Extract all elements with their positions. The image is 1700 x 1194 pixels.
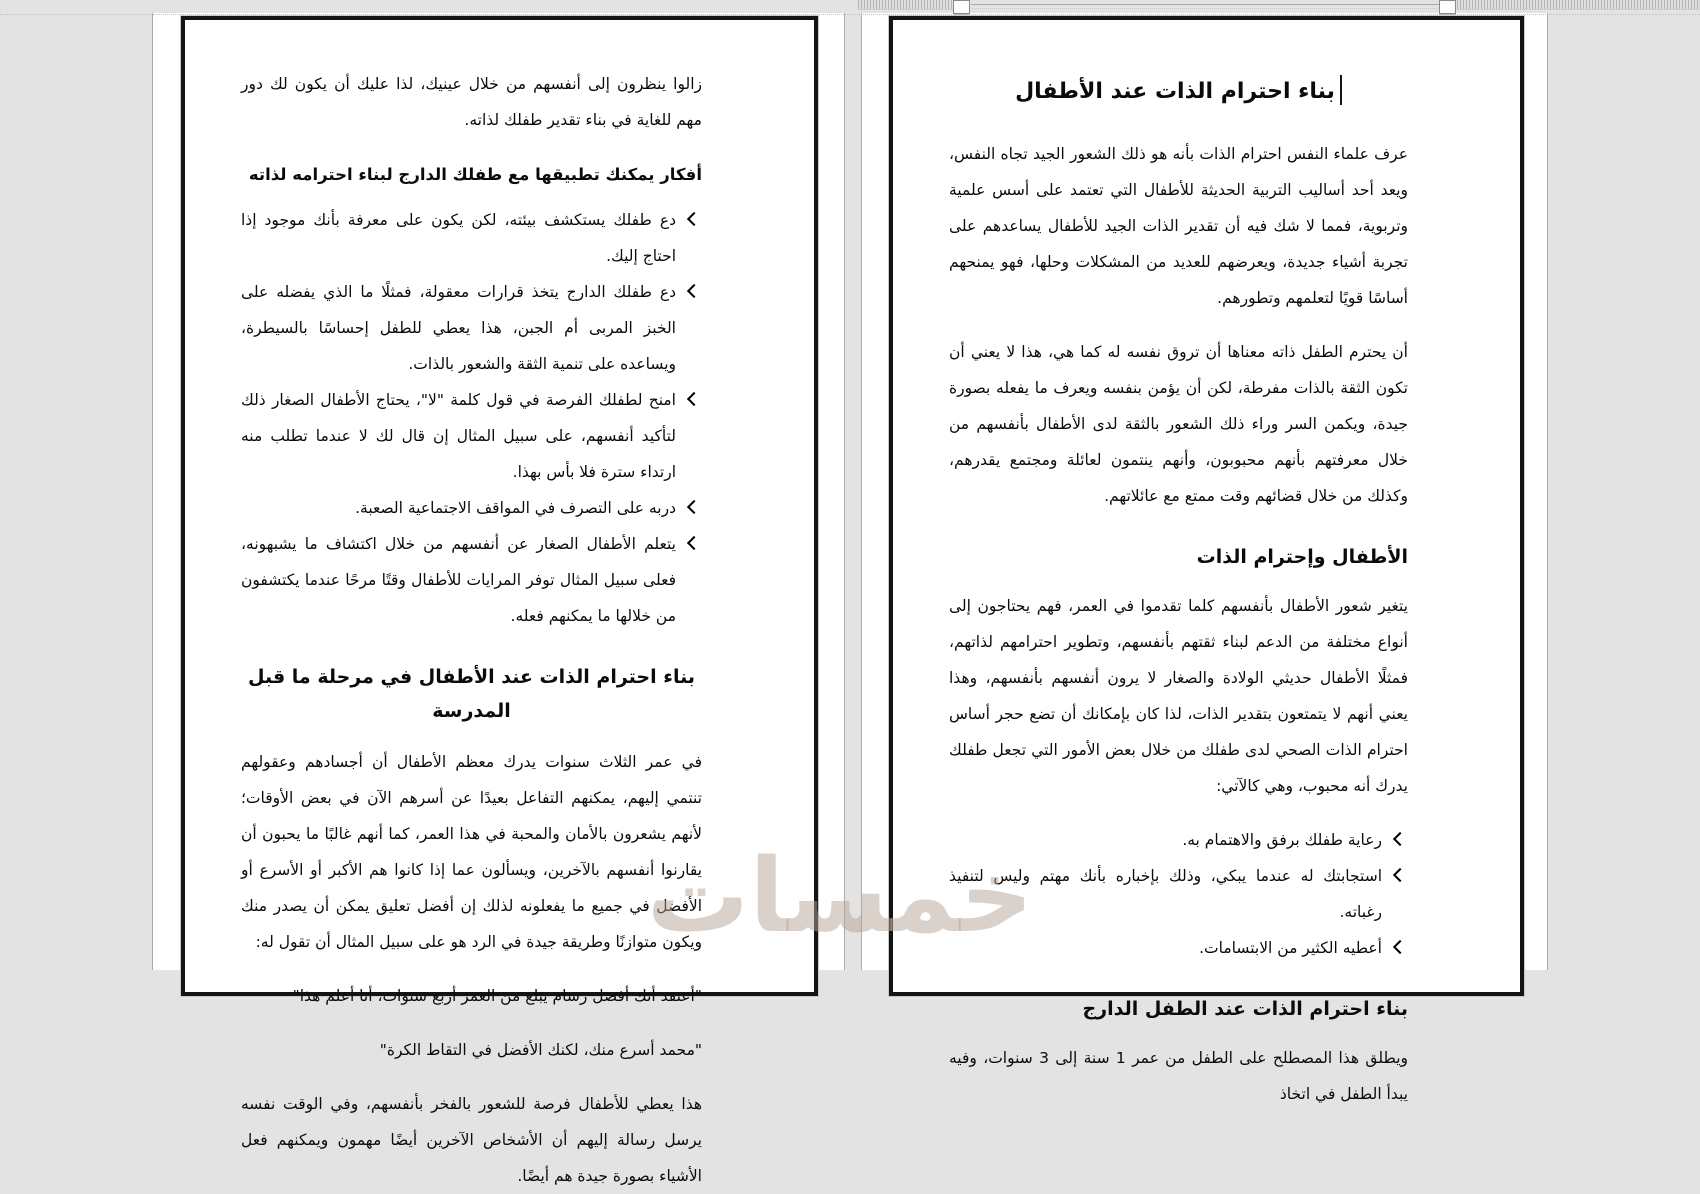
scrollbar-handle-left[interactable] (953, 0, 970, 14)
bullet-text: دربه على التصرف في المواقف الاجتماعية الصعبة. (355, 499, 676, 517)
arrow-bullet-icon (1391, 822, 1408, 858)
bullet-item (241, 526, 702, 634)
section-heading-toddler: بناء احترام الذات عند الطفل الدارج (1082, 998, 1408, 1020)
page-title (949, 72, 1408, 112)
section1-paragraph: يتغير شعور الأطفال بأنفسهم كلما تقدموا في العمر، فهم يحتاجون إلى أنواع مختلفة من الدعم لبناء ثقتهم بأنفسهم، وتطوير احترامهم لذاتهم، فمثلًا الأطفال حديثي الولادة والصغار لا يرون أنفسهم بأنفسهم، وهذا يعني أنهم لا يتمتعون بتقدير الذات، لذا كان بإمكانك أن تضع حجر أساس احترام الذات الصحي لدى طفلك من خلال بعض الأمور التي تجعل طفلك يدرك أنه محبوب، وهي كالآتي: (949, 597, 1408, 795)
self-respect-paragraph: أن يحترم الطفل ذاته معناها أن تروق نفسه له كما هي، هذا لا يعني أن تكون الثقة بالذات مفرطة، لكن أن يؤمن بنفسه ويعرف ما يفعله بصورة جيدة، ويكمن السر وراء ذلك الشعور بالثقة لدى الأطفال بأنفسهم من خلال معرفتهم بأنهم محبوبون، وأنهم ينتمون لعائلة ومجتمع يقدرهم، وكذلك من خلال قضائهم وقت ممتع مع عائلاتهم. (949, 343, 1408, 505)
arrow-bullet-icon (685, 202, 702, 238)
bullet-text: امنح لطفلك الفرصة في قول كلمة "لا"، يحتاج الأطفال الصغار ذلك لتأكيد أنفسهم، على سبيل المثال إن قال لك لا عندما تطلب منه ارتداء سترة فلا بأس بهذا. (241, 391, 676, 481)
intro-paragraph: عرف علماء النفس احترام الذات بأنه هو ذلك الشعور الجيد تجاه النفس، ويعد أحد أساليب التربية الحديثة للأطفال التي تعتمد على أسس علمية وتربوية، فمما لا شك فيه أن تقدير الذات الجيد للأطفال يساعدهم على تجربة أشياء جديدة، ويعرضهم للعديد من المشكلات وحلها، فهو يمنحهم أساسًا قويًا لتعلمهم وتطورهم. (949, 145, 1408, 307)
bullet-text: رعاية طفلك برفق والاهتمام به. (1182, 831, 1382, 849)
page-title-text: بناء احترام الذات عند الأطفال (1015, 79, 1335, 104)
page-right-border (889, 16, 1524, 1103)
bullet-item (241, 490, 702, 526)
arrow-bullet-icon (1391, 930, 1408, 966)
page-right[interactable] (861, 13, 1548, 1103)
arrow-bullet-icon (685, 526, 702, 562)
section-heading-children-self-respect: الأطفال وإحترام الذات (1196, 546, 1408, 568)
page-left-border (181, 16, 818, 1185)
bullet-item (949, 858, 1408, 930)
preschool-paragraph: في عمر الثلاث سنوات يدرك معظم الأطفال أن أجسادهم وعقولهم تنتمي إليهم، يمكنهم التفاعل بعيدًا عن أسرهم الآن في بعض الأوقات؛ لأنهم يشعرون بالأمان والمحبة في هذا العمر، كما أنهم غالبًا ما يحبون أن يقارنوا أنفسهم بالآخرين، ويسألون عما إذا كانوا هم الأكبر أو الأسرع أو الأفضل في جميع ما يفعلونه لذلك إن أفضل تعليق يمكن أن يصدر منك ويكون متوازنًا وطريقة جيدة في الرد هو على سبيل المثال أن تقول له: (241, 753, 702, 951)
page-right-content (893, 20, 1520, 1103)
quote-line: "أعتقد أنك أفضل رسام يبلغ من العمر أربع سنوات، أنا أعلم هذا" (292, 987, 702, 1005)
arrow-bullet-icon (685, 274, 702, 310)
page-left[interactable] (152, 13, 845, 1185)
bullet-item (949, 930, 1408, 966)
bullet-text: دع طفلك الدارج يتخذ قرارات معقولة، فمثلًا ما الذي يفضله على الخبز المربى أم الجبن، هذا يعطي للطفل إحساسًا بالسيطرة، ويساعده على تنمية الثقة والشعور بالذات. (241, 283, 676, 373)
bullet-text: يتعلم الأطفال الصغار عن أنفسهم من خلال اكتشاف ما يشبهونه، فعلى سبيل المثال توفر المرايات للأطفال وقتًا مرحًا عندما يكتشفون من خلالها ما يمكنهم فعله. (241, 535, 676, 625)
scrollbar-track-left[interactable] (858, 0, 954, 10)
text-cursor (1340, 75, 1342, 105)
bullet-item (241, 382, 702, 490)
page-left-content (185, 20, 814, 1185)
arrow-bullet-icon (685, 490, 702, 526)
bullet-item (241, 274, 702, 382)
preschool-heading: بناء احترام الذات عند الأطفال في مرحلة ما قبل المدرسة (248, 666, 695, 722)
bullet-text: استجابتك له عندما يبكي، وذلك بإخباره بأنك مهتم وليس لتنفيذ رغباته. (949, 867, 1382, 921)
bullet-text: دع طفلك يستكشف بيئته، لكن يكون على معرفة بأنك موجود إذا احتاج إليك. (241, 211, 676, 265)
bullet-item (949, 822, 1408, 858)
top-scrollbar[interactable] (0, 0, 1700, 15)
scrollbar-groove[interactable] (971, 4, 1440, 9)
khamsat-watermark: خمسات (646, 837, 1034, 956)
toddler-paragraph: ويطلق هذا المصطلح على الطفل من عمر 1 سنة إلى 3 سنوات، وفيه يبدأ الطفل في اتخاذ (949, 1049, 1408, 1103)
bullet-item (241, 202, 702, 274)
bullet-list (949, 822, 1408, 966)
arrow-bullet-icon (1391, 858, 1408, 894)
scrollbar-track-right[interactable] (1457, 0, 1700, 10)
closing-paragraph: هذا يعطي للأطفال فرصة للشعور بالفخر بأنفسهم، وفي الوقت نفسه يرسل رسالة إليهم أن الأشخاص الآخرين أيضًا مهمون ويمكنهم فعل الأشياء بصورة جيدة هم أيضًا. (241, 1095, 702, 1185)
bullet-list (241, 202, 702, 634)
arrow-bullet-icon (685, 382, 702, 418)
scrollbar-handle-right[interactable] (1439, 0, 1456, 14)
paragraph-continuation: زالوا ينظرون إلى أنفسهم من خلال عينيك، لذا عليك أن يكون لك دور مهم للغاية في بناء تقدير طفلك لذاته. (241, 75, 702, 129)
ideas-heading: أفكار يمكنك تطبيقها مع طفلك الدارج لبناء احترامه لذاته (248, 165, 702, 184)
bullet-text: أعطيه الكثير من الابتسامات. (1199, 939, 1382, 957)
quote-line: "محمد أسرع منك، لكنك الأفضل في التقاط الكرة" (379, 1041, 702, 1059)
